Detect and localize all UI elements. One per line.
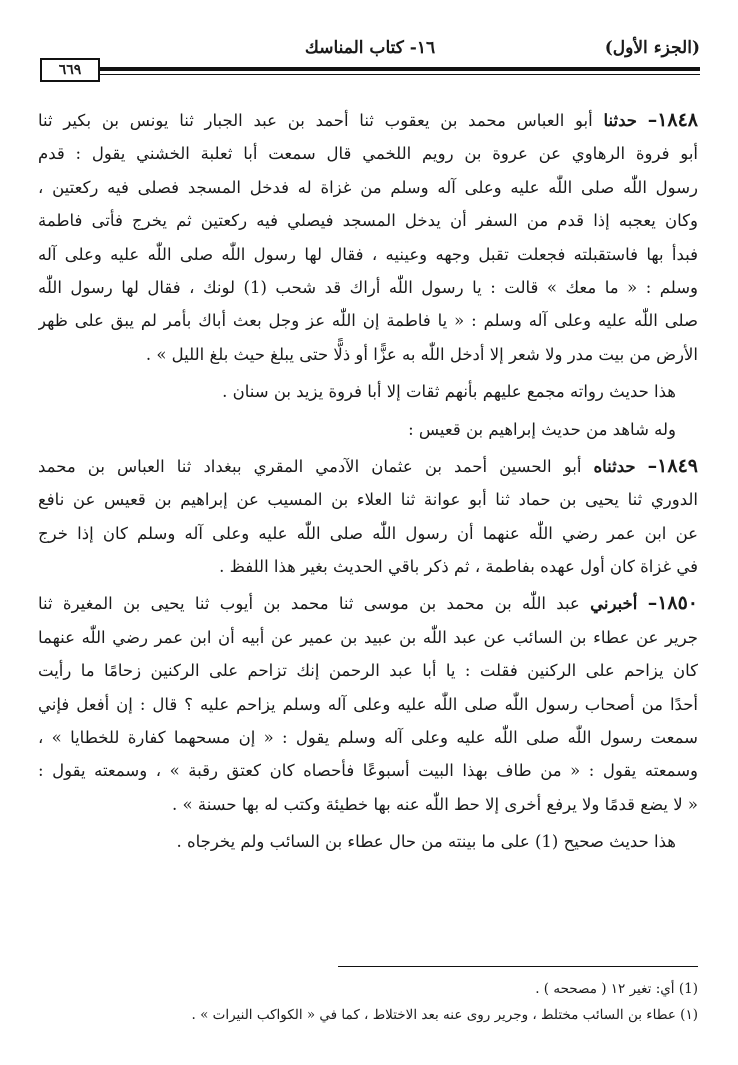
hadith-lead: حدثناه	[593, 456, 636, 476]
hadith-lead: حدثنا	[603, 111, 637, 130]
commentary-line: هذا حديث صحيح (1) على ما بينته من حال عطاء بن السائب ولم يخرجاه .	[176, 832, 676, 852]
chapter-title: ١٦- كتاب المناسك	[304, 38, 436, 58]
text-line: أبو الحسين أحمد بن عثمان الآدمي المقري ببغداد ثنا العباس بن محمد	[38, 456, 582, 476]
text-line: أحدًا من أصحاب رسول اللّٰه صلى اللّٰه عليه وعلى آله وسلم يزاحم عليه ؟ قال : إن أفعل فإني	[38, 694, 698, 714]
text-line: كان يزاحم على الركنين فقلت : يا أبا عبد الرحمن إنك تزاحم على الركنين زحامًا ما رأيت	[38, 661, 698, 681]
header-rule	[98, 67, 700, 71]
page-number: ٦٦٩	[40, 58, 100, 82]
footnote: (١) عطاء بن السائب مختلط ، وجرير روى عنه بعد الاختلاط ، كما في « الكواكب النيرات » .	[191, 1007, 698, 1023]
hadith-number: ١٨٤٩–	[647, 454, 698, 477]
text-line: « لا يضع قدمًا ولا يرفع أخرى إلا حط اللّٰه عنه بها خطيئة وكتب له بها حسنة » .	[172, 794, 698, 814]
hadith-number: ١٨٥٠–	[647, 592, 698, 615]
header-rule-thin	[98, 74, 700, 75]
hadith-1850	[38, 587, 698, 821]
text-line: رسول اللّٰه صلى اللّٰه عليه وعلى آله وسلم من غزاة له فدخل المسجد فصلى فيه ركعتين ،	[38, 177, 698, 197]
commentary-line: وله شاهد من حديث إبراهيم بن قعيس :	[408, 419, 676, 439]
text-line: الأرض من بيت مدر ولا شعر إلا أدخل اللّٰه به عزًّا أو ذلًّا حتى يبلغ حيث بلغ الليل » .	[145, 344, 698, 364]
text-line: وكان يعجبه إذا قدم من السفر أن يدخل المسجد فيصلي فيه ركعتين ثم يخرج فأتى فاطمة	[38, 211, 698, 231]
text-line: وسلم : « ما معك » قالت : يا رسول اللّٰه أراك قد شحب (1) لونك ، فقال لها رسول اللّٰه	[38, 277, 698, 297]
text-line: جرير عن عطاء بن السائب عن عبد اللّٰه بن عبيد بن عمير عن أبيه أن ابن عمر رضي اللّٰه عنهما	[38, 627, 698, 647]
volume-title: (الجزء الأول)	[604, 38, 700, 58]
footnotes	[38, 976, 698, 1028]
footnote-rule	[338, 966, 698, 967]
hadith-lead: أخبرني	[590, 594, 638, 614]
hadith-number: ١٨٤٨–	[647, 109, 698, 131]
text-line: عن ابن عمر رضي اللّٰه عنهما أن رسول اللّٰه صلى اللّٰه عليه وعلى آله وسلم كان إذا خرج	[38, 523, 698, 543]
text-line: فبدأ بها فاستقبلته فجعلت تقبل وجهه وعينيه ، فقال لها رسول اللّٰه صلى اللّٰه عليه وعلى آله	[38, 244, 698, 264]
text-line: في غزاة كان أول عهده بفاطمة ، ثم ذكر باقي الحديث بغير هذا اللفظ .	[219, 557, 698, 577]
main-text	[38, 104, 698, 859]
hadith-1849	[38, 450, 698, 584]
text-line: أبو فروة الرهاوي عن عروة بن رويم اللخمي قال سمعت أبا ثعلبة الخشني يقول : قدم	[38, 144, 698, 164]
text-line: صلى اللّٰه عليه وعلى آله وسلم : « يا فاطمة إن اللّٰه عز وجل بعث أباك بأمر لم يبق على ظهر	[38, 311, 698, 331]
text-line: وسمعته يقول : « من طاف بهذا البيت أسبوعًا فأحصاه كان كعتق رقبة » ، وسمعته يقول :	[38, 761, 698, 781]
text-line: سمعت رسول اللّٰه صلى اللّٰه عليه وعلى آله وسلم يقول : « إن مسحهما كفارة للخطايا » ،	[38, 728, 698, 748]
page-header	[40, 38, 700, 78]
text-line: عبد اللّٰه بن محمد بن موسى ثنا محمد بن أيوب ثنا يحيى بن المغيرة ثنا	[38, 594, 580, 614]
commentary-line: هذا حديث رواته مجمع عليهم بأنهم ثقات إلا أبا فروة يزيد بن سنان .	[222, 382, 676, 402]
text-line: الدوري ثنا يحيى بن حماد ثنا أبو عوانة ثنا العلاء بن المسيب عن إبراهيم بن قعيس عن نافع	[38, 490, 698, 510]
hadith-1848	[38, 104, 698, 371]
footnote: (1) أي: تغير ١٢ ( مصححه ) .	[535, 981, 698, 997]
text-line: أبو العباس محمد بن يعقوب ثنا أحمد بن عبد الجبار ثنا يونس بن بكير ثنا	[38, 111, 593, 130]
